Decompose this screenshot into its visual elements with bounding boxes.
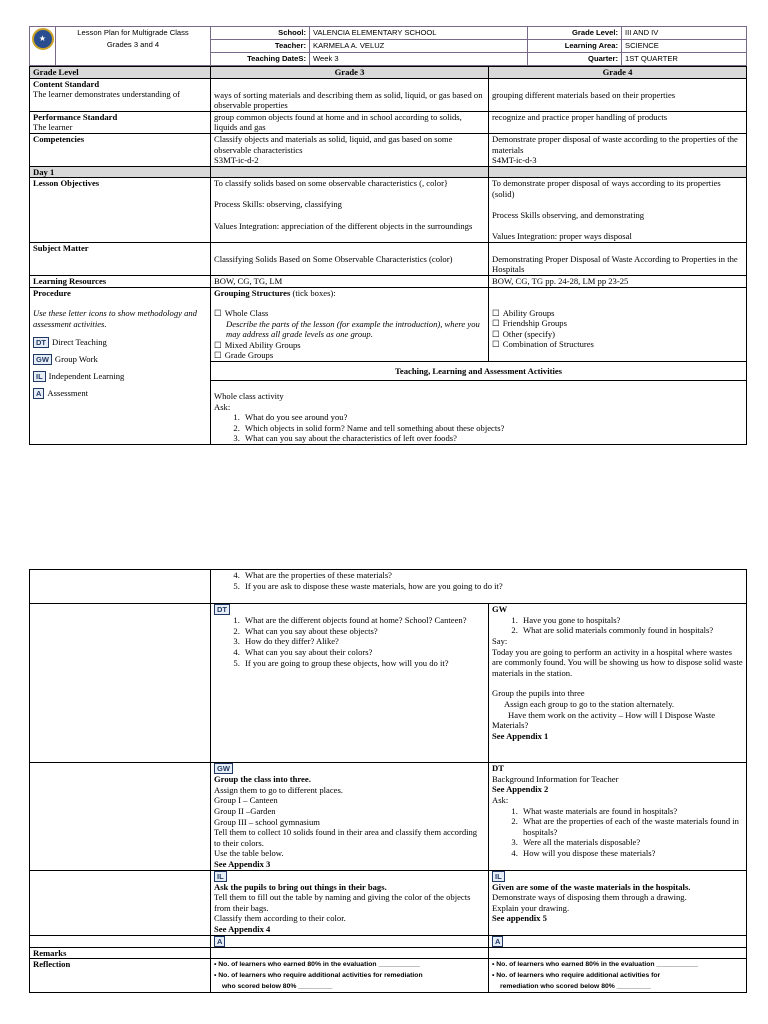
objective-g3-3: Values Integration: appreciation of the different objects in the surroundings <box>214 220 473 231</box>
gw-line: Assign them to go to different places. <box>214 784 343 795</box>
reflection-g3 <box>211 959 489 993</box>
ask-label: Ask: <box>492 794 509 805</box>
legend-independent-learning <box>33 371 207 382</box>
tla-heading: Teaching, Learning and Assessment Activities <box>211 362 747 381</box>
il-line: Classify them according to their color. <box>214 913 346 924</box>
dt-questions-list <box>214 615 485 668</box>
content-standard-label: Content Standard <box>33 78 100 89</box>
objective-g4-3: Values Integration: proper ways disposal <box>492 231 632 242</box>
grouping-g4 <box>489 287 747 362</box>
header-table <box>29 26 747 66</box>
gw-instruction-bold: Group the class into three. <box>214 774 311 785</box>
learning-resources-g3: BOW, CG, TG, LM <box>211 275 489 287</box>
grouping-g3 <box>211 287 489 362</box>
friendship-groups-checkbox[interactable] <box>492 318 743 329</box>
il-icon: IL <box>492 871 505 882</box>
dt-activity-g3 <box>211 604 489 763</box>
legend-label: Independent Learning <box>48 371 125 382</box>
learning-area-value: SCIENCE <box>622 40 747 53</box>
deped-seal-cell <box>30 27 56 66</box>
legend-label: Assessment <box>47 388 89 399</box>
list-item: 5. If you are ask to dispose these waste materials, how are you going to do it? <box>242 581 743 592</box>
list-item: 4. What are the properties of these materials? <box>242 570 743 581</box>
competencies-g3 <box>211 133 489 166</box>
whole-class-activity <box>211 381 747 445</box>
learning-resources-label: Learning Resources <box>30 275 211 287</box>
gw-line: Tell them to collect 10 solids found in their area and classify them according to their colors. <box>214 827 478 848</box>
day-1-heading: Day 1 <box>30 166 211 178</box>
school-value: VALENCIA ELEMENTARY SCHOOL <box>310 27 528 40</box>
subject-matter-g3: Classifying Solids Based on Some Observable Characteristics (color) <box>211 242 489 275</box>
gw-questions-list <box>492 615 743 636</box>
reflection-line: • No. of learners who require additional activities for <box>492 972 661 980</box>
competency-g3-text: Classify objects and materials as solid, liquid, and gas based on some observable characteristics <box>214 133 453 155</box>
learning-area-label: Learning Area: <box>528 40 622 53</box>
mixed-ability-checkbox[interactable] <box>214 340 485 351</box>
list-item: 2. Which objects in solid form? Name and tell something about these objects? <box>242 423 743 434</box>
il-line: Explain your drawing. <box>492 902 570 913</box>
objectives-g4 <box>489 178 747 242</box>
il-icon: IL <box>214 871 227 882</box>
gw-icon: GW <box>33 354 52 365</box>
a-icon: A <box>492 936 503 947</box>
list-item: 1. What are the different objects found at home? School? Canteen? <box>242 615 485 626</box>
content-standard-g4: grouping different materials based on their properties <box>489 78 747 111</box>
list-item: 3. How do they differ? Alike? <box>242 636 485 647</box>
checkbox-label: Friendship Groups <box>502 318 567 329</box>
assessment-g3 <box>211 935 489 947</box>
group-three-text: Group the pupils into three <box>492 688 585 699</box>
legend-label: Direct Teaching <box>52 337 107 348</box>
legend-group-work <box>33 354 207 365</box>
gw-line: Use the table below. <box>214 848 284 859</box>
see-appendix-4: See Appendix 4 <box>214 923 271 934</box>
checkbox-label: Other (specify) <box>502 328 555 339</box>
list-item: 2. What can you say about these objects? <box>242 626 485 637</box>
learning-resources-g4: BOW, CG, TG pp. 24-28, LM pp 23-25 <box>489 275 747 287</box>
performance-standard-text: The learner <box>33 122 73 133</box>
list-item: 3. What can you say about the characteristics of left over foods? <box>242 433 743 444</box>
gw-line: Group III – school gymnasium <box>214 816 320 827</box>
say-label: Say: <box>492 635 508 646</box>
see-appendix-3: See Appendix 3 <box>214 858 271 869</box>
grade-4-heading: Grade 4 <box>489 67 747 79</box>
title-line-2: Grades 3 and 4 <box>106 40 160 49</box>
performance-standard-cell <box>30 111 211 133</box>
lesson-plan-title <box>56 27 211 66</box>
teacher-label: Teacher: <box>211 40 310 53</box>
reflection-line: who scored below 80% _________ <box>222 983 333 991</box>
deped-seal-icon: ★ <box>32 28 54 50</box>
objective-g3-1: To classify solids based on some observable characteristics (, color} <box>214 178 449 189</box>
dt-icon: DT <box>33 337 49 348</box>
dt-icon: DT <box>214 604 230 615</box>
list-item: 5. If you are going to group these objects, how will you do it? <box>242 658 485 669</box>
il-line: Demonstrate ways of disposing them through a drawing. <box>492 892 687 903</box>
reflection-line: • No. of learners who require additional activities for remediation <box>214 972 423 980</box>
objective-g4-1: To demonstrate proper disposal of ways according to its properties (solid) <box>492 178 721 199</box>
grouping-structures-suffix: (tick boxes): <box>290 287 336 298</box>
gw-icon: GW <box>492 604 508 615</box>
whole-class-description: Describe the parts of the lesson (for example the introduction), where you may address all grade levels as one group. <box>226 318 480 340</box>
il-icon: IL <box>33 371 46 382</box>
see-appendix-5: See appendix 5 <box>492 913 547 924</box>
continued-questions-list <box>214 570 743 591</box>
see-appendix-1: See Appendix 1 <box>492 730 549 741</box>
list-item: 3. Were all the materials disposable? <box>520 837 743 848</box>
competency-g4-code: S4MT-ic-d-3 <box>492 155 537 166</box>
ask-label: Ask: <box>214 401 231 412</box>
objectives-g3 <box>211 178 489 242</box>
competencies-label: Competencies <box>30 133 211 166</box>
whole-class-checkbox[interactable] <box>214 308 485 319</box>
assign-station-text: Assign each group to go to the station alternately. <box>504 698 675 709</box>
content-standard-text: The learner demonstrates understanding of <box>33 89 180 100</box>
lesson-objectives-label: Lesson Objectives <box>30 178 211 242</box>
performance-standard-g4: recognize and practice proper handling of products <box>489 111 747 133</box>
a-icon: A <box>33 388 44 399</box>
content-standard-g3: ways of sorting materials and describing them as solid, liquid, or gas based on observable properties <box>211 78 489 111</box>
ability-groups-checkbox[interactable] <box>492 308 743 319</box>
performance-standard-g3: group common objects found at home and in school according to solids, liquids and gas <box>211 111 489 133</box>
remarks-label: Remarks <box>30 947 211 959</box>
list-item: 1. Have you gone to hospitals? <box>520 615 743 626</box>
dt-icon: DT <box>492 763 504 774</box>
a-icon: A <box>214 936 225 947</box>
whole-class-activity-label: Whole class activity <box>214 391 284 402</box>
title-line-1: Lesson Plan for Multigrade Class <box>77 28 189 37</box>
list-item: 4. How will you dispose these materials? <box>520 848 743 859</box>
lesson-plan-page-1 <box>29 26 746 445</box>
list-item: 1. What waste materials are found in hospitals? <box>520 806 743 817</box>
lesson-plan-table-continued <box>29 569 747 993</box>
grade-3-heading: Grade 3 <box>211 67 489 79</box>
have-them-text: Have them work on the activity – How will I Dispose Waste Materials? <box>492 709 716 731</box>
grade-level-label: Grade Level: <box>528 27 622 40</box>
content-standard-cell <box>30 78 211 111</box>
competency-g4-text: Demonstrate proper disposal of waste according to the properties of the materials <box>492 133 738 155</box>
checkbox-label: Mixed Ability Groups <box>224 339 301 350</box>
reflection-label: Reflection <box>30 959 211 993</box>
grade-level-value: III AND IV <box>622 27 747 40</box>
quarter-label: Quarter: <box>528 53 622 66</box>
gw-line: Group II –Garden <box>214 805 276 816</box>
combination-checkbox[interactable] <box>492 339 743 350</box>
il-activity-g4 <box>489 870 747 935</box>
grade-level-heading: Grade Level <box>30 67 211 79</box>
teacher-value: KARMELA A. VELUZ <box>310 40 528 53</box>
subject-matter-label: Subject Matter <box>30 242 211 275</box>
gw-activity-g3 <box>211 763 489 870</box>
list-item: 2. What are the properties of each of the waste materials found in hospitals? <box>520 816 743 837</box>
gw-icon: GW <box>214 763 233 774</box>
checkbox-label: Grade Groups <box>224 350 274 361</box>
il-line: Tell them to fill out the table by naming and giving the color of the objects from their bags. <box>214 892 471 913</box>
competency-g3-code: S3MT-ic-d-2 <box>214 155 259 166</box>
quarter-value: 1ST QUARTER <box>622 53 747 66</box>
assessment-g4 <box>489 935 747 947</box>
subject-matter-g4: Demonstrating Proper Disposal of Waste According to Properties in the Hospitals <box>489 242 747 275</box>
objective-g4-2: Process Skills observing, and demonstrating <box>492 209 645 220</box>
il-instruction-bold: Ask the pupils to bring out things in their bags. <box>214 881 387 892</box>
procedure-note: Use these letter icons to show methodology and assessment activities. <box>33 308 197 329</box>
list-item: 1. What do you see around you? <box>242 412 743 423</box>
teaching-dates-value: Week 3 <box>310 53 528 66</box>
checkbox-label: Combination of Structures <box>502 339 594 350</box>
reflection-g4 <box>489 959 747 993</box>
list-item: 4. What can you say about their colors? <box>242 647 485 658</box>
checkbox-label: Ability Groups <box>502 307 555 318</box>
questions-continued <box>211 570 747 604</box>
list-item: 2. What are solid materials commonly found in hospitals? <box>520 625 743 636</box>
say-text: Today you are going to perform an activity in a hospital where wastes are commonly found. You will be showing us how to dispose solid waste materials in the station. <box>492 646 743 678</box>
grade-groups-checkbox[interactable] <box>214 350 485 361</box>
objective-g3-2: Process Skills: observing, classifying <box>214 198 342 209</box>
il-activity-g3 <box>211 870 489 935</box>
school-label: School: <box>211 27 310 40</box>
whole-class-questions <box>214 412 743 444</box>
procedure-label: Procedure <box>33 287 71 298</box>
reflection-line: • No. of learners who earned 80% in the evaluation ___________ <box>214 961 420 969</box>
checkbox-label: Whole Class <box>224 308 269 319</box>
lesson-plan-table <box>29 66 747 445</box>
reflection-line: • No. of learners who earned 80% in the evaluation ___________ <box>492 961 698 969</box>
background-info: Background Information for Teacher <box>492 773 619 784</box>
teaching-dates-label: Teaching DateS: <box>211 53 310 66</box>
il-instruction-bold: Given are some of the waste materials in the hospitals. <box>492 881 691 892</box>
lesson-plan-page-2 <box>29 569 746 993</box>
procedure-cell <box>30 287 211 445</box>
performance-standard-label: Performance Standard <box>33 111 118 122</box>
reflection-line: remediation who scored below 80% _________ <box>500 983 651 991</box>
other-checkbox[interactable] <box>492 329 743 340</box>
legend-assessment <box>33 388 207 399</box>
competencies-g4 <box>489 133 747 166</box>
gw-line: Group I – Canteen <box>214 795 278 806</box>
legend-direct-teaching <box>33 337 207 348</box>
dt2-questions-list <box>492 806 743 859</box>
see-appendix-2: See Appendix 2 <box>492 784 549 795</box>
gw-activity-g4 <box>489 604 747 763</box>
dt-activity-g4 <box>489 763 747 870</box>
legend-label: Group Work <box>54 354 98 365</box>
grouping-structures-label: Grouping Structures <box>214 287 291 298</box>
